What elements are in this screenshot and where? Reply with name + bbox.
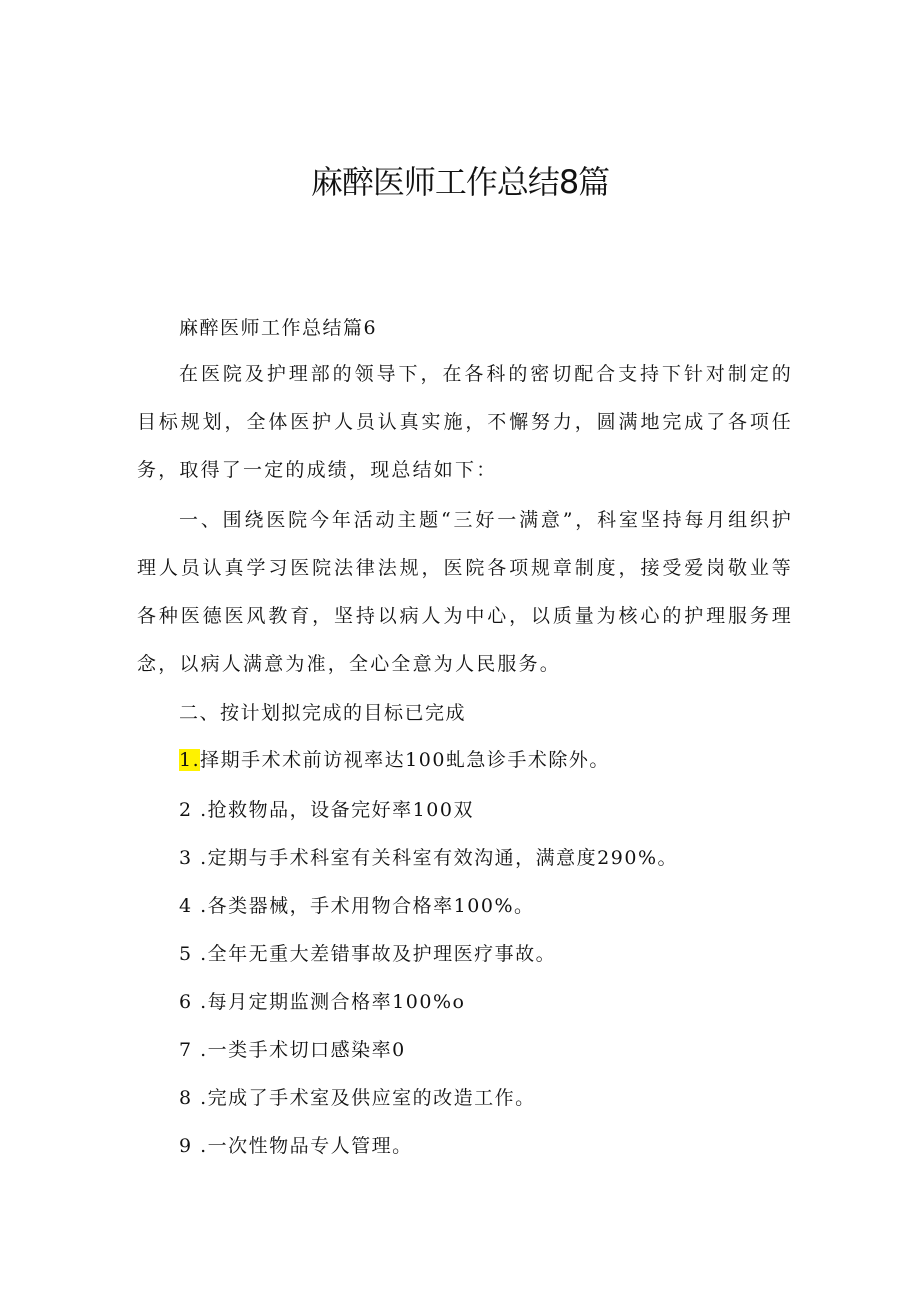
list-item — [179, 893, 535, 919]
list-item-text: .全年无重大差错事故及护理医疗事故。 — [200, 943, 557, 965]
list-item-number: 8 — [179, 1087, 193, 1109]
list-item — [179, 747, 610, 773]
list-item-number: 2 — [179, 799, 193, 821]
list-item — [179, 941, 556, 967]
list-item — [179, 1085, 536, 1111]
list-item-text: .抢救物品，设备完好率100双 — [200, 799, 474, 821]
list-item-text: .每月定期监测合格率100%o — [200, 991, 466, 1013]
list-item-number: 3 — [179, 847, 193, 869]
list-item — [179, 1133, 413, 1159]
document-title: 麻醉医师工作总结8篇 — [310, 163, 610, 201]
list-item-text: .一次性物品专人管理。 — [200, 1135, 413, 1157]
list-item-number: 4 — [179, 895, 193, 917]
list-item — [179, 845, 678, 871]
section-1-paragraph: 一、围绕医院今年活动主题“三好一满意”，科室坚持每月组织护理人员认真学习医院法律法规，医院各项规章制度，接受爱岗敬业等各种医德医风教育，坚持以病人为中心，以质量为核心的护理服务理念，以病人满意为准，全心全意为人民服务。 — [137, 509, 793, 675]
list-item-number: 6 — [179, 991, 193, 1013]
section-2-heading: 二、按计划拟完成的目标已完成 — [179, 702, 467, 724]
list-item-text: .各类器械，手术用物合格率100%。 — [200, 895, 535, 917]
list-item-text: .完成了手术室及供应室的改造工作。 — [200, 1087, 536, 1109]
list-item — [179, 797, 474, 823]
list-item-number: 1. — [179, 749, 201, 771]
list-item — [179, 989, 465, 1015]
list-item — [179, 1037, 406, 1063]
list-item-number: 5 — [179, 943, 193, 965]
list-item-number: 9 — [179, 1135, 193, 1157]
list-item-text: .定期与手术科室有关科室有效沟通，满意度290%。 — [200, 847, 679, 869]
intro-paragraph: 在医院及护理部的领导下，在各科的密切配合支持下针对制定的目标规划，全体医护人员认真实施，不懈努力，圆满地完成了各项任务，取得了一定的成绩，现总结如下： — [137, 363, 793, 481]
list-item-text: .一类手术切口感染率0 — [200, 1039, 406, 1061]
list-item-number: 7 — [179, 1039, 193, 1061]
section-subtitle: 麻醉医师工作总结篇6 — [179, 317, 378, 339]
list-item-text: 择期手术术前访视率达100虬急诊手术除外。 — [200, 749, 610, 771]
